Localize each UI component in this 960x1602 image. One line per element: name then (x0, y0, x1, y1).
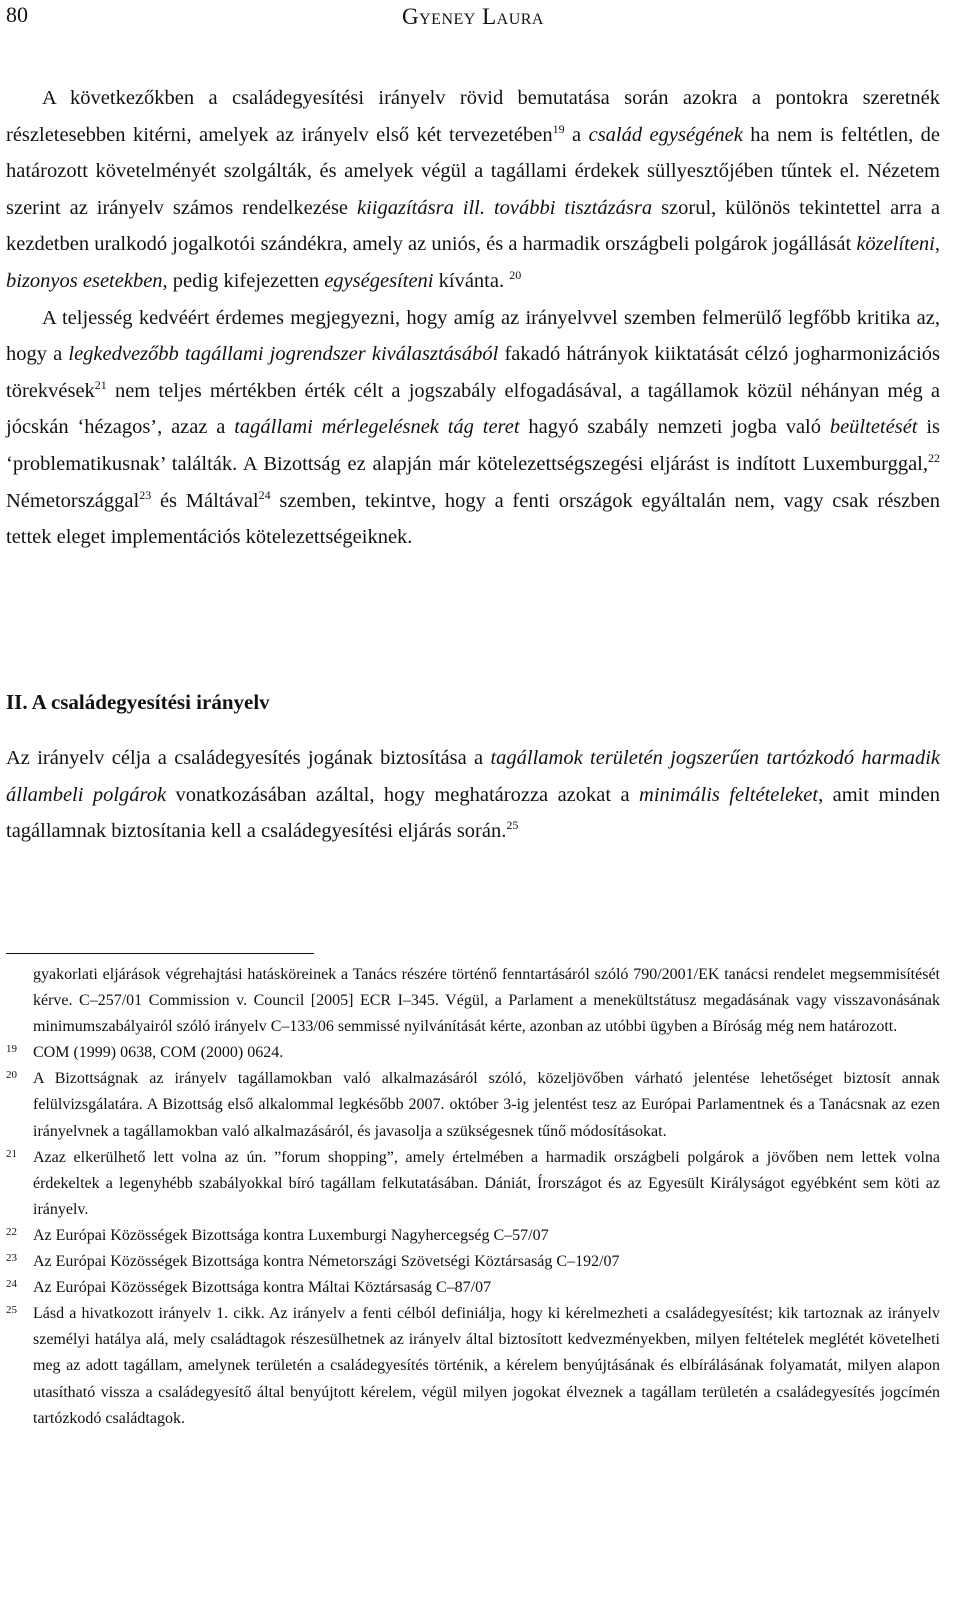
footnote-21 (6, 1145, 940, 1223)
text-run: Németországgal (6, 489, 140, 512)
italic-text: tagállamok területén jogszerűen tartózkodó harmadik állambeli polgárok (6, 747, 941, 806)
text-run: nem teljes mértékben érték célt a jogszabály elfogadásával, a tagállamok közül néhányan még a jócskán ‘hézagos’, azaz a (6, 379, 940, 439)
text-run: szorul, különös tekintettel arra a kezdetben uralkodó jogalkotói szándékra, amely az uniós, és a harmadik országbeli polgárok jogállását (6, 196, 940, 256)
italic-text: tagállami mérlegelésnek tág teret (234, 416, 520, 439)
text-run: A következőkben a családegyesítési irányelv rövid bemutatása során azokra a pontokra szeretnék részletesebben kitérni, amelyek az irányelv első két tervezetében (6, 87, 940, 146)
text-run: is ‘problematikusnak’ találták. A Bizottság ez alapján már kötelezettségszegési eljárást is indított Luxemburggal, (6, 416, 940, 475)
italic-text: közelíteni (856, 233, 935, 256)
section-heading: II. A családegyesítési irányelv (6, 690, 270, 714)
text-run: ha nem is feltétlen, de határozott követelményét szolgálták, és amelyek végül a tagállami érdekek süllyesztőjében tűntek el. Nézetem szerint az irányelv számos rendelkezése (6, 123, 940, 219)
page-header (6, 0, 940, 32)
footnote-ref: 25 (506, 818, 519, 833)
footnote-text: COM (1999) 0638, COM (2000) 0624. (33, 1044, 284, 1062)
italic-text: legkedvezőbb tagállami jogrendszer kiválasztásából (68, 343, 499, 366)
footnote-number: 19 (6, 1043, 17, 1056)
footnote-ref: 21 (94, 377, 107, 392)
footnote-list (6, 1040, 940, 1431)
footnote-number: 24 (6, 1278, 17, 1291)
footnote-continuation: gyakorlati eljárások végrehajtási hatásköreinek a Tanács részére történő fenntartásáról szóló 790/2001/EK tanácsi rendelet megsemmisítését kérve. C–257/01 Commission v. Council [2005] ECR I–345. Végül, a Parlament a menekültstátusz megadásának vagy visszavonásának minimumszabályairól szóló irányelv C–133/06 semmissé nyilvánítását kérte, azonban az utóbbi ügyben a Bíróság még nem határozott. (33, 966, 940, 1036)
text-run: a (564, 123, 589, 146)
footnote-number: 20 (6, 1069, 17, 1082)
footnote-number: 21 (6, 1147, 17, 1160)
body-text (6, 80, 940, 556)
text-run: A teljesség kedvéért érdemes megjegyezni, hogy amíg az irányelvvel szemben felmerülő legfőbb kritika az, hogy a (6, 306, 940, 366)
italic-text: beültetését (829, 416, 918, 439)
footnote-divider (6, 953, 314, 954)
footnote-text: Az Európai Közösségek Bizottsága kontra Németországi Szövetségi Köztársaság C–192/07 (33, 1253, 620, 1271)
page-number: 80 (6, 2, 28, 27)
footnote-20 (6, 1066, 940, 1144)
text-run: szemben, tekintve, hogy a fenti országok egyáltalán nem, vagy csak részben tettek eleget implementációs kötelezettségeiknek. (6, 489, 940, 549)
footnote-number: 25 (6, 1304, 17, 1317)
footnote-24 (6, 1275, 940, 1301)
footnote-text: Az Európai Közösségek Bizottsága kontra Luxemburgi Nagyhercegség C–57/07 (33, 1226, 549, 1244)
italic-text: egységesíteni (324, 269, 434, 292)
footnote-ref: 24 (258, 487, 271, 502)
footnote-text: Azaz elkerülhető lett volna az ún. ”forum shopping”, amely értelmében a harmadik országbeli polgárok a jövőben nem lettek volna érdekeltek a legenyhébb szabályokkal bíró tagállam felkutatásában. Dániát, Írországot és az Egyesült Királyságot egyébként sem köti az irányelv. (33, 1148, 940, 1218)
footnote-19 (6, 1040, 940, 1066)
running-head: Gyeney Laura (402, 4, 544, 29)
text-run: és Máltával (151, 489, 259, 512)
footnotes (6, 962, 940, 1432)
text-run: fakadó hátrányok kiiktatását célzó jogharmonizációs törekvések (6, 343, 940, 402)
italic-text: család egységének (588, 123, 743, 146)
footnote-number: 23 (6, 1252, 17, 1265)
footnote-text: A Bizottságnak az irányelv tagállamokban való alkalmazásáról szóló, közeljövőben várható jelentése lehetőséget biztosít annak felülvizsgálatára. A Bizottság első alkalommal legkésőbb 2007. október 3-ig jelentést tesz az Európai Parlamentnek és a Tanácsnak az ezen irányelvnek a tagállamokban való alkalmazásáról, és javasolja a szükségesnek tűnő módosításokat. (33, 1070, 940, 1140)
text-run: kívánta. (433, 269, 510, 292)
text-run: , amit minden tagállamnak biztosítania kell a családegyesítési eljárás során. (6, 783, 940, 843)
footnote-ref: 23 (139, 487, 152, 502)
section-paragraph (6, 740, 940, 850)
footnote-number: 22 (6, 1225, 17, 1238)
footnote-23 (6, 1249, 940, 1275)
italic-text: kiigazításra ill. további tisztázásra (357, 196, 653, 219)
text-run: , (934, 233, 940, 256)
paragraph-1 (6, 80, 940, 300)
footnote-text: Lásd a hivatkozott irányelv 1. cikk. Az irányelv a fenti célból definiálja, hogy ki kérelmezheti a családegyesítést; kik tartoznak az irányelv személyi hatálya alá, mely családtagok részesülhetnek az irányelv által biztosított kedvezményekben, milyen feltételek meglétét követelheti meg az adott tagállam, amelynek területén a családegyesítés történik, a kérelem benyújtásának és elbírálásának folyamatát, milyen alapon utasítható vissza a családegyesítő által benyújtott kérelem, végül milyen jogokat élveznek a tagállam területén a családegyesítés jogcímén tartózkodó családtagok. (33, 1305, 940, 1427)
footnote-ref: 20 (509, 268, 522, 283)
section-text (6, 740, 940, 850)
paragraph-2 (6, 300, 940, 556)
text-run: Az irányelv célja a családegyesítés jogának biztosítása a (6, 747, 491, 769)
text-run: vonatkozásában azáltal, hogy meghatározza azokat a (166, 783, 640, 806)
footnote-ref: 22 (928, 451, 940, 466)
italic-text: minimális feltételeket (639, 783, 819, 806)
italic-text: bizonyos esetekben (6, 269, 163, 292)
text-run: hagyó szabály nemzeti jogba való (519, 416, 830, 439)
text-run: , pedig kifejezetten (162, 269, 325, 292)
footnote-25 (6, 1301, 940, 1431)
footnote-22 (6, 1223, 940, 1249)
footnote-text: Az Európai Közösségek Bizottsága kontra Máltai Köztársaság C–87/07 (33, 1279, 492, 1297)
footnote-ref: 19 (552, 121, 565, 136)
